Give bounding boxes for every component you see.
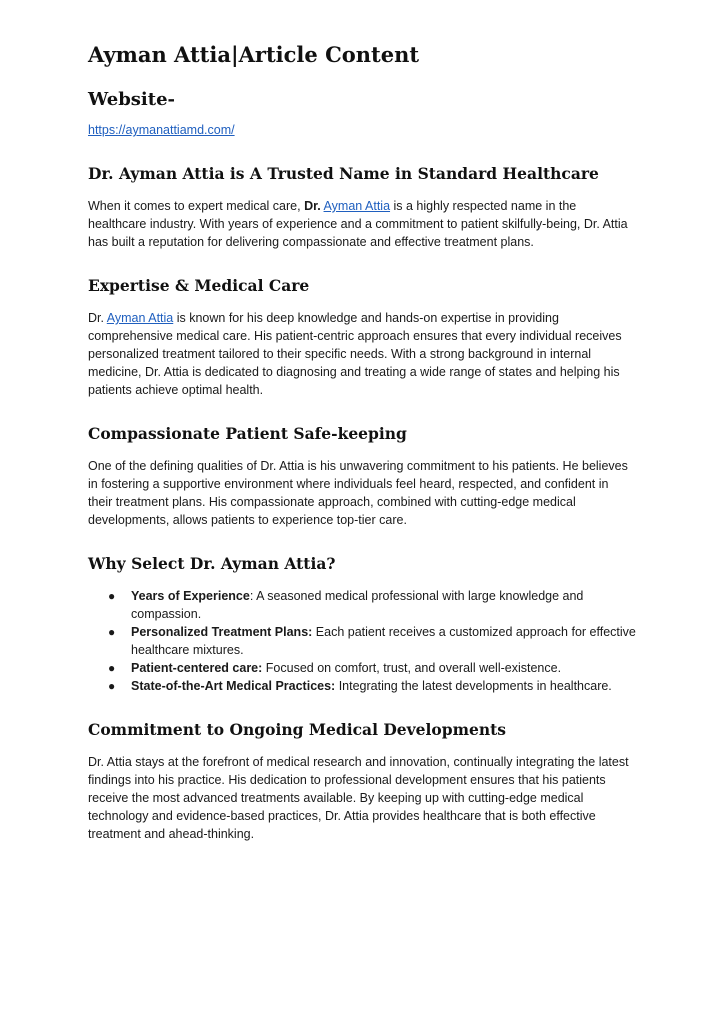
website-heading: Website- — [88, 89, 175, 110]
list-item — [108, 677, 636, 695]
bold-text: Dr. — [304, 199, 321, 213]
document-title: Ayman Attia|Article Content — [88, 42, 420, 67]
document-page — [88, 40, 636, 843]
section-paragraph-commitment: Dr. Attia stays at the forefront of medical research and innovation, continually integrating the latest findings into his practice. His dedication to professional development ensures that his patients receive the most advanced treatments available. By keeping up with cutting-edge medical technology and evidence-based practices, Dr. Attia provides healthcare that is both effective treatment and ahead-thinking. — [88, 755, 629, 841]
list-item-label: State-of-the-Art Medical Practices: — [131, 679, 336, 693]
paragraph-text: is known for his deep knowledge and hands-on expertise in providing comprehensive medical care. His patient-centric approach ensures that every individual receives personalized treatment tailored to their specific needs. With a strong background in internal medicine, Dr. Attia is dedicated to diagnosing and treating a wide range of states and helping his patients achieve optimal health. — [88, 311, 622, 397]
bullet-icon: ● — [108, 661, 116, 675]
list-item-text: Each patient receives a customized approach for effective healthcare mixtures. — [131, 625, 636, 657]
paragraph-text: When it comes to expert medical care, — [88, 199, 305, 213]
ayman-attia-link[interactable]: Ayman Attia — [106, 311, 174, 325]
list-item — [108, 659, 636, 677]
section-paragraph-trusted-name — [88, 197, 636, 251]
bullet-icon: ● — [108, 589, 116, 603]
paragraph-text: Dr. — [88, 311, 107, 325]
section-heading-compassionate: Compassionate Patient Safe-keeping — [88, 424, 407, 443]
list-item-text: Focused on comfort, trust, and overall well-existence. — [262, 661, 562, 675]
ayman-attia-link[interactable]: Ayman Attia — [323, 199, 391, 213]
section-heading-expertise: Expertise & Medical Care — [88, 276, 310, 295]
section-paragraph-expertise — [88, 309, 636, 399]
paragraph-text: is a highly respected name in the healthcare industry. With years of experience and a commitment to patient skilfully-being, Dr. Attia has built a reputation for delivering compassionate and effective treatment plans. — [88, 199, 628, 249]
list-item-text: Integrating the latest developments in healthcare. — [335, 679, 612, 693]
list-item — [108, 587, 636, 623]
reasons-list — [88, 587, 636, 695]
section-heading-why-select: Why Select Dr. Ayman Attia? — [88, 554, 336, 573]
list-item — [108, 623, 636, 659]
list-item-label: Years of Experience — [131, 589, 250, 603]
section-heading-commitment: Commitment to Ongoing Medical Developments — [88, 720, 507, 739]
list-item-text: : A seasoned medical professional with large knowledge and compassion. — [131, 589, 584, 621]
list-item-label: Patient-centered care: — [131, 661, 263, 675]
list-item-label: Personalized Treatment Plans: — [131, 625, 313, 639]
bullet-icon: ● — [108, 679, 116, 693]
section-paragraph-compassionate: One of the defining qualities of Dr. Attia is his unwavering commitment to his patients. He believes in fostering a supportive environment where individuals feel heard, respected, and confident in their treatment plans. His compassionate approach, combined with cutting-edge medical developments, allows patients to experience top-tier care. — [88, 459, 628, 527]
bullet-icon: ● — [108, 625, 116, 639]
website-link[interactable]: https://aymanattiamd.com/ — [88, 123, 235, 137]
section-heading-trusted-name: Dr. Ayman Attia is A Trusted Name in Standard Healthcare — [88, 164, 599, 183]
